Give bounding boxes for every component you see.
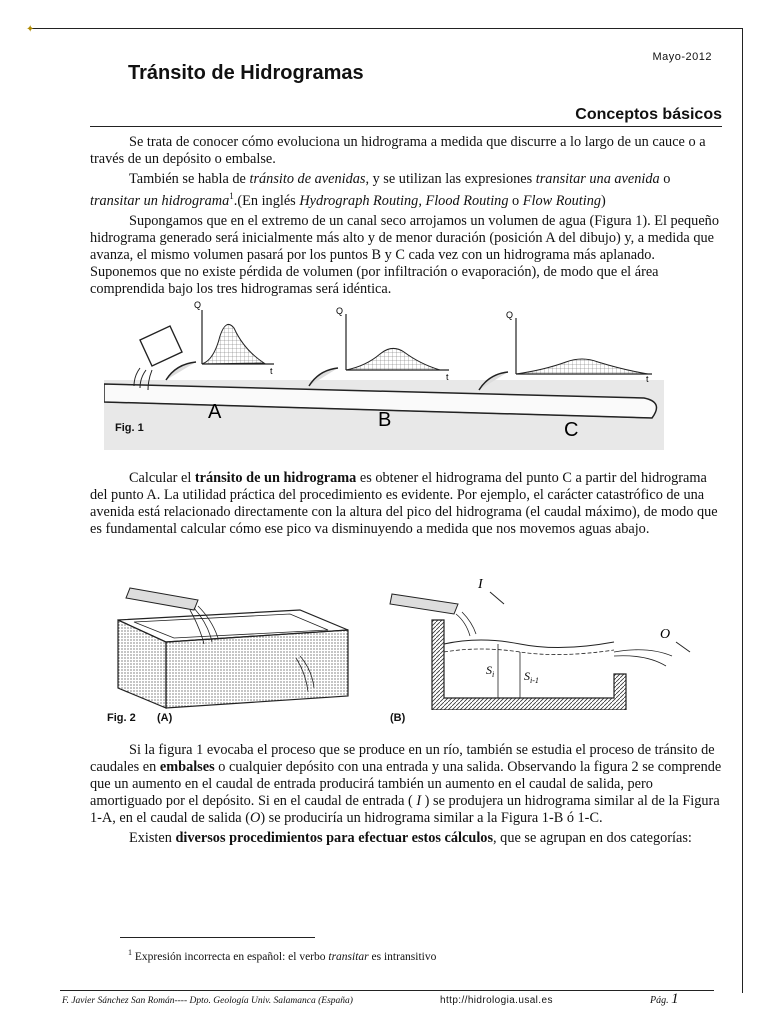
footer-rule: [60, 990, 714, 991]
paragraph-6: Existen diversos procedimientos para efectuar estos cálculos, que se agrupan en dos categorías:: [129, 830, 692, 846]
svg-text:Q: Q: [336, 306, 344, 316]
inflow-pipe-icon: [390, 594, 458, 614]
svg-text:t: t: [646, 374, 649, 384]
hydrograph-c: [506, 310, 652, 384]
flow-arrow-icon: [166, 362, 196, 380]
corner-mark-icon: ✦: [26, 24, 35, 35]
body-block-2: [90, 470, 722, 538]
section-rule: [90, 126, 722, 127]
paragraph-4: Calcular el tránsito de un hidrograma es obtener el hidrograma del punto C a partir del hidrograma del punto A. La utilidad práctica del procedimiento es evidente. Por ejemplo, el carácter catastrófico de una avenida está relacionado directamente con la altura del pico del hidrograma (el caudal máximo), de modo que es fundamental calcular cómo ese pico va disminuyendo a medida que nos movemos aguas abajo.: [90, 470, 718, 537]
inflow-symbol: I: [478, 577, 483, 592]
figure-2-label: Fig. 2: [107, 712, 136, 724]
outflow-arrow-icon: [676, 642, 690, 652]
paragraph-3: Supongamos que en el extremo de un canal seco arrojamos un volumen de agua (Figura 1). El pequeño hidrograma generado será inicialmente más alto y de menor duración (posición A del dibujo) y, a medida que avanza, el mismo volumen pasará por los puntos B y C cada vez con un hidrograma más aplanado. Suponemos que no existe pérdida de volumen (por infiltración o evaporación), de modo que el área comprendida bajo los tres hidrogramas será idéntica.: [90, 212, 719, 297]
figure-2b-label: (B): [390, 712, 406, 724]
point-a-label: A: [208, 401, 222, 423]
inflow-arrow-icon: [490, 592, 504, 604]
footer-url-link[interactable]: http://hidrologia.usal.es: [440, 995, 553, 1006]
figure-1-channel-hydrographs: [104, 300, 664, 450]
section-subtitle: Conceptos básicos: [575, 106, 722, 123]
paragraph-5: Si la figura 1 evocaba el proceso que se produce en un río, también se estudia el proceso de tránsito de caudales en embalses o cualquier depósito con una entrada y una salida. Observando la figura 2 se comprende que un aumento en el caudal de entrada producirá también un aumento en el caudal de salida, pero amortiguado por el depósito. Si en el caudal de entrada ( I ) se produjera un hidrograma similar al de la Figura 1-A, en el caudal de salida (O) se produciría un hidrograma similar a la Figura 1-B ó 1-C.: [90, 742, 722, 826]
point-b-label: B: [378, 409, 392, 431]
outflow-symbol: O: [660, 627, 671, 642]
reservoir-cross-section: [390, 577, 690, 710]
inflow-trough-icon: [126, 588, 198, 610]
paragraph-2: También se habla de tránsito de avenidas, y se utilizan las expresiones transitar una avenida o transitar un hidrograma$^1$.(En inglés Hydrograph Routing, Flood Routing o Flow Routing): [90, 171, 671, 209]
svg-text:t: t: [446, 372, 449, 382]
hydrograph-b: [336, 306, 449, 382]
figure-2-reservoir: [100, 570, 710, 710]
hydrograph-a: [194, 300, 274, 376]
footnote: $^1$ Expresión incorrecta en español: el verbo transitar es intransitivo: [128, 948, 437, 963]
footnote-rule: [120, 937, 315, 938]
footer-author: F. Javier Sánchez San Román---- Dpto. Geología Univ. Salamanca (España): [62, 996, 353, 1006]
intro-block: [90, 134, 722, 298]
svg-text:Q: Q: [194, 300, 202, 310]
body-block-3: [90, 742, 722, 847]
footnote-ref[interactable]: 1: [229, 191, 234, 201]
document-date: Mayo-2012: [652, 51, 712, 63]
point-c-label: C: [564, 419, 579, 441]
figure-2a-label: (A): [157, 712, 173, 724]
page-title: Tránsito de Hidrogramas: [128, 62, 364, 84]
paragraph-1: Se trata de conocer cómo evoluciona un hidrograma a medida que discurre a lo largo de un cauce o a través de un depósito o embalse.: [90, 134, 706, 167]
storage-prev-label: $S_{i-1}$: [524, 669, 539, 685]
reservoir-box-drawing: [118, 588, 348, 708]
svg-text:Q: Q: [506, 310, 514, 320]
figure-1-label: Fig. 1: [115, 422, 144, 434]
page-number: Pág. 1: [650, 991, 679, 1007]
storage-i-label: $S_i$: [486, 663, 495, 679]
svg-text:t: t: [270, 366, 273, 376]
bucket-icon: [140, 326, 182, 366]
